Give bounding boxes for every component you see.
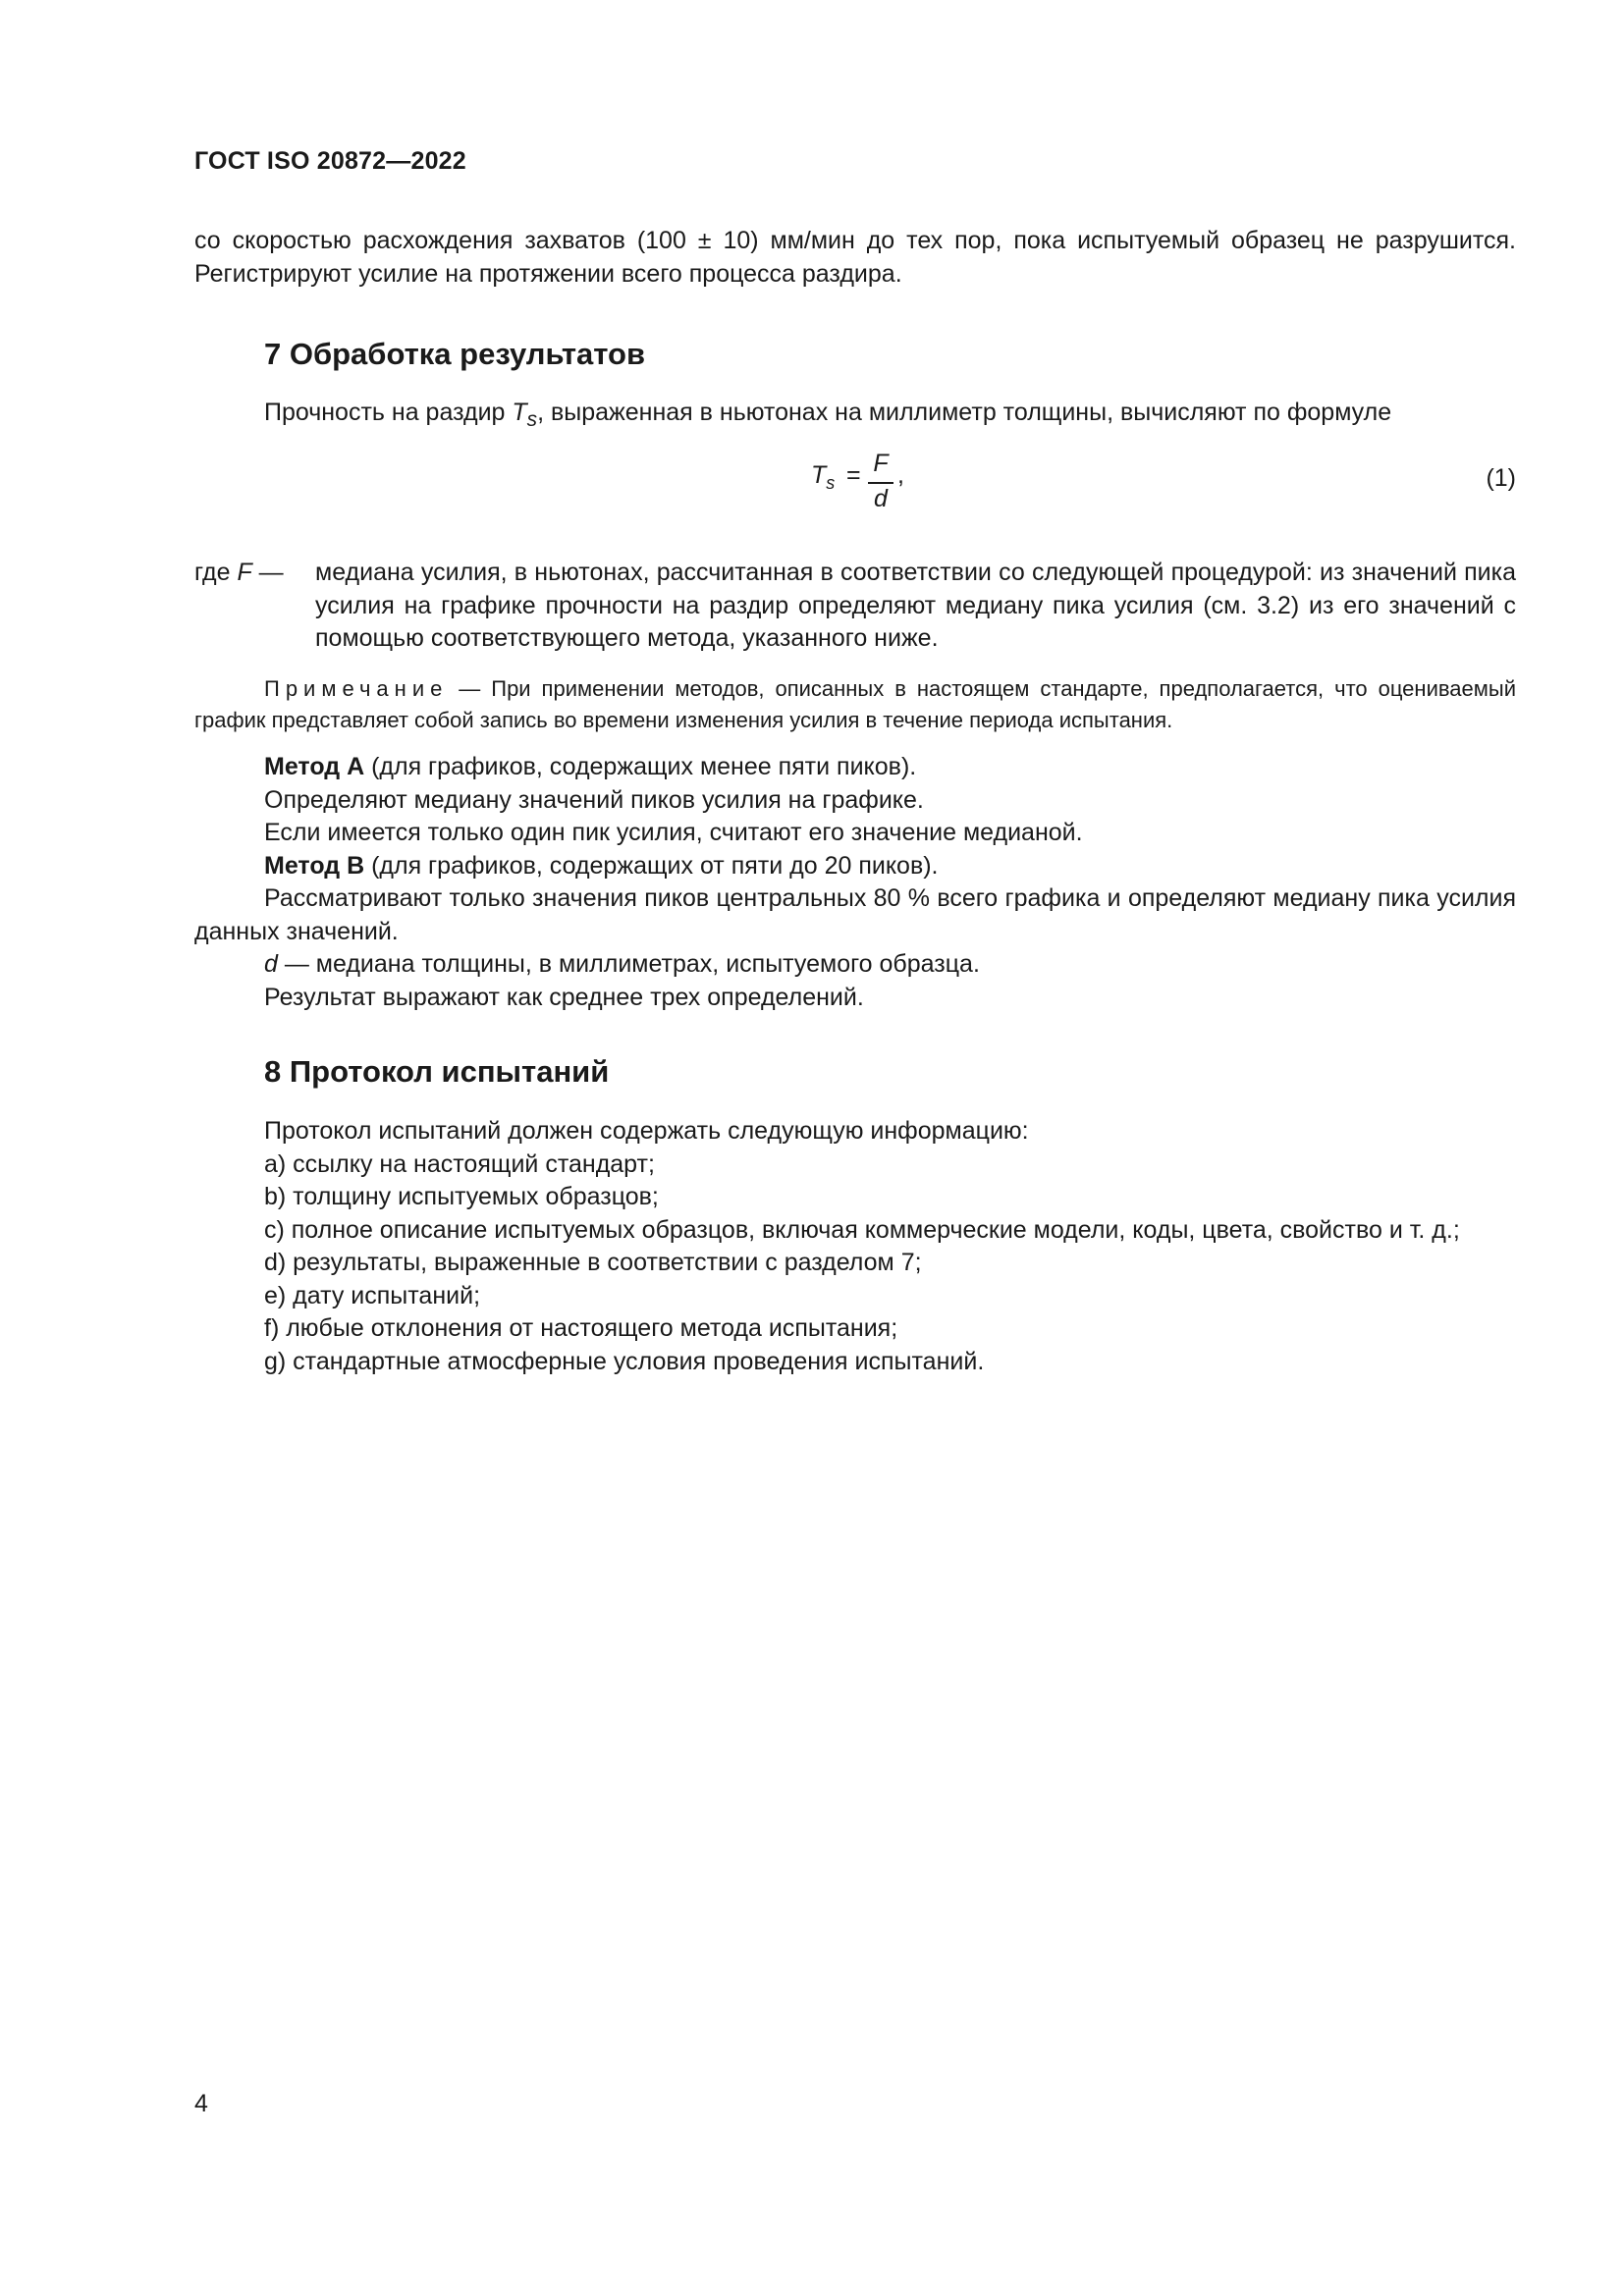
where-text: медиана усилия, в ньютонах, рассчитанная в соответствии со следующей процедурой: из значений пика усилия на графике прочности на раздир определяют медиану пика усилия (см. 3.2) из его значений с помощью соответствующего метода, указанного ниже.	[315, 559, 1516, 652]
document-header: ГОСТ ISO 20872—2022	[194, 147, 466, 175]
formula-intro-text: Прочность на раздир $T_s$, выраженная в ньютонах на миллиметр толщины, вычисляют по формуле	[264, 399, 1392, 431]
formula-number: (1)	[1486, 464, 1516, 492]
formula-numerator: F	[873, 450, 889, 477]
method-a-line-2: Если имеется только один пик усилия, считают его значение медианой.	[264, 819, 1083, 846]
formula-comma: ,	[897, 461, 904, 489]
formula-intro	[194, 397, 1516, 437]
note	[194, 673, 1516, 736]
section-7-title: 7 Обработка результатов	[264, 337, 646, 371]
list-item: c) полное описание испытуемых образцов, включая коммерческие модели, коды, цвета, свойство и т. д.;	[264, 1215, 1460, 1244]
continuation-paragraph	[194, 225, 1516, 291]
method-b-heading: Метод В (для графиков, содержащих от пяти до 20 пиков).	[264, 851, 939, 880]
formula-lhs-subscript: s	[826, 473, 836, 493]
list-item: a) ссылку на настоящий стандарт;	[264, 1149, 655, 1178]
d-definition: d — медиана толщины, в миллиметрах, испытуемого образца.	[264, 950, 980, 978]
where-definition	[194, 557, 1516, 656]
note-label: Примечание	[264, 676, 449, 701]
formula-denominator: d	[874, 485, 888, 512]
section-8-title: 8 Протокол испытаний	[264, 1054, 610, 1089]
page-number: 4	[194, 2090, 208, 2117]
note-text: — При применении методов, описанных в настоящем стандарте, предполагается, что оцениваемый график представляет собой запись во времени изменения усилия в течение периода испытания.	[194, 676, 1516, 732]
symbol-t-subscript: s	[526, 408, 538, 431]
symbol-t: T	[512, 399, 527, 426]
where-label: где F —	[194, 559, 284, 586]
result-line: Результат выражают как среднее трех определений.	[264, 983, 864, 1011]
method-b-line-1: Рассматривают только значения пиков центральных 80 % всего графика и определяют медиану пика усилия данных значений.	[194, 884, 1516, 945]
method-a-line-1: Определяют медиану значений пиков усилия на графике.	[264, 785, 924, 814]
continuation-text: со скоростью расхождения захватов (100 ± 10) мм/мин до тех пор, пока испытуемый образец не разрушится. Регистрируют усилие на протяжении всего процесса раздира.	[194, 227, 1516, 288]
protocol-block	[194, 1115, 1516, 1378]
method-a-heading: Метод А (для графиков, содержащих менее пяти пиков).	[264, 753, 917, 780]
formula-equals: =	[846, 461, 861, 489]
list-item: g) стандартные атмосферные условия проведения испытаний.	[264, 1347, 985, 1375]
formula-lhs: $T_s$	[811, 461, 836, 493]
list-item: e) дату испытаний;	[264, 1281, 481, 1309]
list-item: b) толщину испытуемых образцов;	[264, 1183, 659, 1210]
methods-block	[194, 751, 1516, 1014]
list-item: d) результаты, выраженные в соответствии с разделом 7;	[264, 1249, 922, 1276]
protocol-intro: Протокол испытаний должен содержать следующую информацию:	[264, 1117, 1029, 1145]
list-item: f) любые отклонения от настоящего метода испытания;	[264, 1314, 898, 1342]
fraction-bar	[868, 482, 893, 484]
